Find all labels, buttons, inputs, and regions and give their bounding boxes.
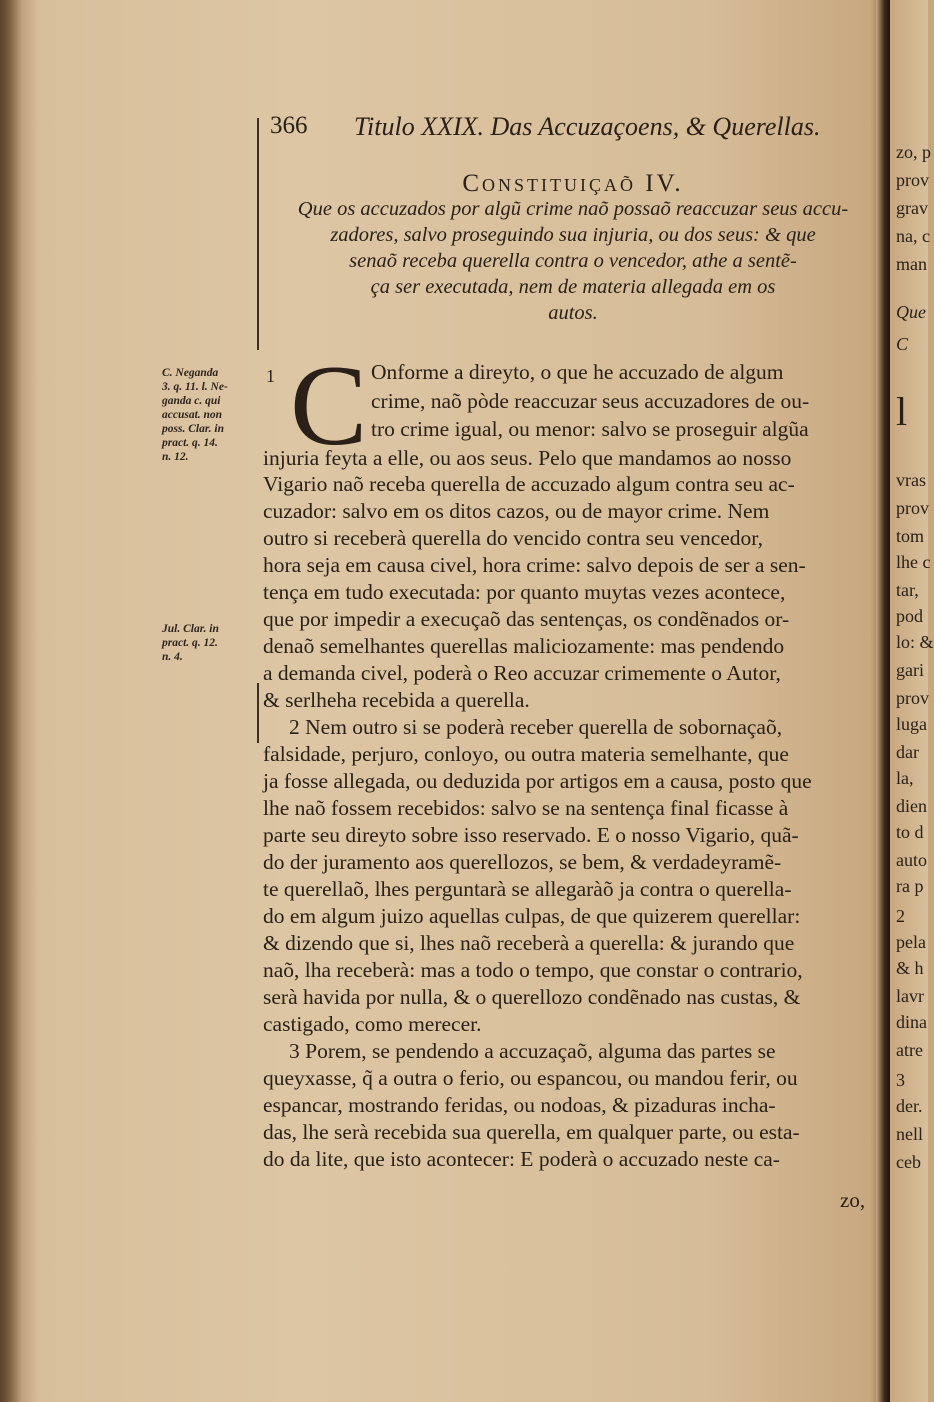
body-line: hora seja em causa civel, hora crime: salvo depois de ser a sen- xyxy=(263,553,806,577)
facing-page-fragment: zo, p xyxy=(896,142,931,162)
body-line: tro crime igual, ou menor: salvo se proseguir algũa xyxy=(371,417,809,441)
body-line: denaõ semelhantes querellas maliciozamente: mas pendendo xyxy=(263,634,785,658)
facing-page-fragment: lo: & xyxy=(896,632,934,652)
body-line: & serlheha recebida a querella. xyxy=(263,688,530,712)
body-line: crime, naõ pòde reaccuzar seus accuzadores de ou- xyxy=(371,389,810,413)
body-line: do em algum juizo aquellas culpas, de que quizerem querellar: xyxy=(263,904,801,928)
summary-line: ça ser executada, nem de materia allegada em os xyxy=(370,276,776,298)
body-line: Onforme a direyto, o que he accuzado de algum xyxy=(371,360,784,384)
facing-page-fragment: ra p xyxy=(896,876,924,896)
body-line: que por impedir a execuçaõ das sentenças, os condẽnados or- xyxy=(263,607,790,631)
body-line: queyxasse, q̃ a outra o ferio, ou espancou, ou mandou ferir, ou xyxy=(263,1066,798,1090)
margin-note-line: ganda c. qui xyxy=(162,395,221,407)
margin-note-line: n. 12. xyxy=(162,451,189,463)
margin-rule xyxy=(257,118,259,350)
facing-page-fragment: na, c xyxy=(896,226,930,246)
constitution-title: Constituiçaõ IV. xyxy=(462,170,684,197)
facing-page-fragment: lavr xyxy=(896,986,924,1006)
margin-note-line: pract. q. 12. xyxy=(162,637,218,649)
margin-note-line: C. Neganda xyxy=(162,367,219,379)
body-line: tença em tudo executada: por quanto muytas vezes acontece, xyxy=(263,580,786,604)
summary-line: autos. xyxy=(548,302,598,324)
facing-page-fragment: to d xyxy=(896,822,924,842)
page-number: 366 xyxy=(270,112,308,139)
summary-line: Que os accuzados por algũ crime naõ possaõ reaccuzar seus accu- xyxy=(297,198,849,220)
body-line: falsidade, perjuro, conloyo, ou outra materia semelhante, que xyxy=(263,742,789,766)
binding-shadow xyxy=(0,0,22,1402)
body-line: & dizendo que si, lhes naõ receberà a querella: & jurando que xyxy=(263,931,795,955)
margin-note-line: accusat. non xyxy=(162,409,223,421)
body-line: 2 Nem outro si se poderà receber querella de sobornaçaõ, xyxy=(289,715,783,739)
facing-page-fragment: & h xyxy=(896,958,924,978)
summary-line: senaõ receba querella contra o vencedor, athe a sentẽ- xyxy=(349,250,797,272)
drop-capital: C xyxy=(290,342,368,470)
body-line: do der juramento aos querellozos, se bem, & verdadeyramẽ- xyxy=(263,850,782,874)
margin-note-citation xyxy=(162,622,252,664)
facing-page-fragment: auto xyxy=(896,850,927,870)
facing-page-fragment: atre xyxy=(896,1040,923,1060)
facing-page-fragment: der. xyxy=(896,1096,923,1116)
margin-note-line: poss. Clar. in xyxy=(162,423,224,435)
body-line: a demanda civel, poderà o Reo accuzar crimemente o Autor, xyxy=(263,661,781,685)
facing-page-fragment: dar xyxy=(896,742,919,762)
facing-page-fragment: l xyxy=(896,389,908,434)
facing-page-fragment: lhe c xyxy=(896,552,931,572)
facing-page-fragment: prov xyxy=(896,170,929,190)
margin-note-line: 3. q. 11. l. Ne- xyxy=(162,381,228,393)
facing-page-fragment: grav xyxy=(896,198,928,218)
body-line: ja fosse allegada, ou deduzida por artigos em a causa, posto que xyxy=(263,769,812,793)
facing-page-fragment: la, xyxy=(896,768,914,788)
chapter-summary xyxy=(270,196,876,326)
facing-page-fragment: Que xyxy=(896,302,926,322)
facing-page-fragment: pod xyxy=(896,606,923,626)
facing-page-fragment: prov xyxy=(896,688,929,708)
body-line: do da lite, que isto acontecer: E poderà o accuzado neste ca- xyxy=(263,1147,780,1171)
facing-page-fragment: gari xyxy=(896,660,924,680)
facing-page-fragment: dina xyxy=(896,1012,927,1032)
body-line: 3 Porem, se pendendo a accuzaçaõ, alguma das partes se xyxy=(289,1039,776,1063)
margin-note-line: pract. q. 14. xyxy=(162,437,218,449)
body-line: lhe naõ fossem recebidos: salvo se na sentença final ficasse à xyxy=(263,796,789,820)
facing-page-fragment: C xyxy=(896,334,909,354)
facing-page-fragment: nell xyxy=(896,1124,923,1144)
facing-page-fragment: man xyxy=(896,254,927,274)
body-line: te querellaõ, lhes perguntarà se allegaràõ ja contra o querella- xyxy=(263,877,792,901)
body-line: naõ, lha receberà: mas a todo o tempo, que constar o contrario, xyxy=(263,958,803,982)
facing-page-fragment: tom xyxy=(896,526,925,546)
running-header xyxy=(270,112,850,148)
body-line: cuzador: salvo em os ditos cazos, ou de mayor crime. Nem xyxy=(263,499,770,523)
page-gutter xyxy=(876,0,890,1402)
facing-page-fragment: luga xyxy=(896,714,927,734)
facing-page-fragment: prov xyxy=(896,498,929,518)
facing-page-fragment: pela xyxy=(896,932,926,952)
margin-rule xyxy=(257,683,259,743)
body-line: serà havida por nulla, & o querellozo condẽnado nas custas, & xyxy=(263,985,801,1009)
facing-page-fragment: dien xyxy=(896,796,927,816)
facing-page-fragment: tar, xyxy=(896,580,919,600)
body-line: das, lhe serà recebida sua querella, em qualquer parte, ou esta- xyxy=(263,1120,800,1144)
summary-line: zadores, salvo proseguindo sua injuria, ou dos seus: & que xyxy=(330,224,816,246)
facing-page-fragment: 2 xyxy=(896,906,905,926)
running-title: Titulo XXIX. Das Accuzaçoens, & Querellas. xyxy=(354,112,821,141)
body-line: parte seu direyto sobre isso reservado. E o nosso Vigario, quã- xyxy=(263,823,799,847)
body-line: injuria feyta a elle, ou aos seus. Pelo que mandamos ao nosso xyxy=(263,446,792,470)
body-line: castigado, como merecer. xyxy=(263,1012,482,1036)
margin-note-line: n. 4. xyxy=(162,651,183,663)
margin-note-citation xyxy=(162,366,252,464)
catchword: zo, xyxy=(840,1188,866,1212)
facing-page-fragment: vras xyxy=(896,470,926,490)
paragraph-number: 1 xyxy=(266,366,275,386)
body-line: outro si receberà querella do vencido contra seu vencedor, xyxy=(263,526,763,550)
margin-note-line: Jul. Clar. in xyxy=(162,623,219,635)
body-line: espancar, mostrando feridas, ou nodoas, & pizaduras incha- xyxy=(263,1093,776,1117)
body-line: Vigario naõ receba querella de accuzado algum contra seu ac- xyxy=(263,472,795,496)
facing-page-fragment: ceb xyxy=(896,1152,921,1172)
facing-page-fragment: 3 xyxy=(896,1070,905,1090)
